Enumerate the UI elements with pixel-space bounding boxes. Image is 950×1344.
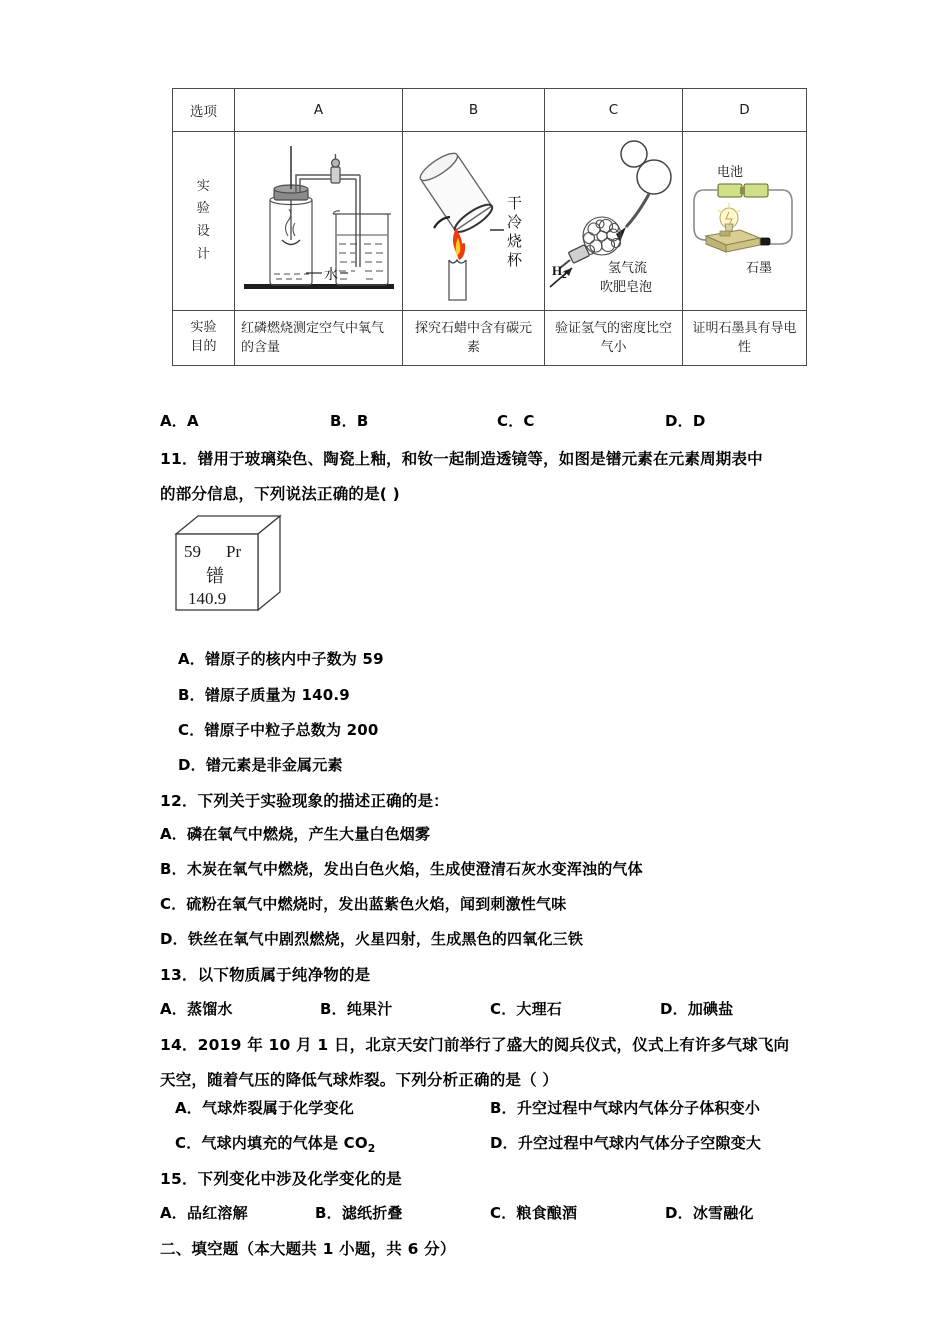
q13-option-d[interactable]: D．加碘盐: [660, 1000, 734, 1018]
diagram-a-phosphorus-apparatus: [235, 132, 402, 310]
table-cell-purpose-label: [173, 311, 235, 366]
q12-option-d[interactable]: D．铁丝在氧气中剧烈燃烧，火星四射，生成黑色的四氧化三铁: [160, 930, 584, 948]
q14-option-d[interactable]: D．升空过程中气球内气体分子空隙变大: [490, 1134, 762, 1152]
q11-option-c[interactable]: C．镨原子中粒子总数为 200: [178, 721, 379, 739]
q15-stem: 15．下列变化中涉及化学变化的是: [160, 1170, 402, 1188]
q11-element-cube-figure: [168, 512, 288, 620]
diagram-c-caption-line1: 氢气流: [607, 261, 647, 276]
table-purpose-row: [173, 311, 807, 366]
table-cell-design-label: [173, 132, 235, 311]
q13-option-b[interactable]: B．纯果汁: [320, 1000, 393, 1018]
q14-stem-line2: 天空，随着气压的降低气球炸裂。下列分析正确的是（ ）: [160, 1071, 559, 1089]
q10-option-d[interactable]: D．D: [665, 412, 706, 430]
diagram-d-battery-label: 电池: [716, 165, 743, 180]
element-cube-svg: [168, 512, 288, 620]
purpose-text-b: 探究石蜡中含有碳元素: [414, 320, 532, 355]
q12-option-a[interactable]: A．磷在氧气中燃烧，产生大量白色烟雾: [160, 825, 431, 843]
option-label-text: 选项: [190, 104, 217, 120]
diagram-cell-d: [683, 132, 807, 311]
table-cell-purpose-a: [235, 311, 403, 366]
table-cell-purpose-d: [683, 311, 807, 366]
graphite-circuit-svg: [684, 132, 806, 308]
q15-option-c[interactable]: C．粮食酿酒: [490, 1204, 578, 1222]
experiment-comparison-table: [172, 88, 807, 366]
q10-option-c[interactable]: C．C: [497, 412, 535, 430]
diagram-cell-c: [545, 132, 683, 311]
q12-stem: 12．下列关于实验现象的描述正确的是：: [160, 792, 449, 810]
diagram-c-caption-line2: 吹肥皂泡: [599, 280, 652, 295]
column-letter-c: C: [608, 102, 619, 118]
section-heading-fill-in-blank: 二、填空题（本大题共 1 小题，共 6 分）: [160, 1240, 456, 1258]
table-cell-purpose-b: [403, 311, 545, 366]
q13-stem: 13．以下物质属于纯净物的是: [160, 966, 371, 984]
q14-option-b[interactable]: B．升空过程中气球内气体分子体积变小: [490, 1099, 761, 1117]
purpose-text-a: 红磷燃烧测定空气中氧气的含量: [241, 320, 385, 355]
design-char-2: 验: [196, 201, 211, 217]
q12-option-b[interactable]: B．木炭在氧气中燃烧，发出白色火焰，生成使澄清石灰水变浑浊的气体: [160, 860, 643, 878]
purpose-label-text: 实验 目的: [190, 320, 217, 354]
purpose-text-c: 验证氢气的密度比空气小: [554, 320, 672, 355]
table-design-row: [173, 132, 807, 311]
element-atomic-mass: 140.9: [188, 589, 227, 608]
bubble-icon-2: [637, 160, 671, 194]
design-char-3: 设: [196, 224, 211, 239]
q10-option-a[interactable]: A．A: [160, 412, 199, 430]
q14-option-c[interactable]: [175, 1132, 376, 1155]
column-letter-b: B: [468, 102, 479, 118]
diagram-cell-b: [403, 132, 545, 311]
q13-option-a[interactable]: A．蒸馏水: [160, 1000, 233, 1018]
diagram-a-water-label: 水: [323, 267, 338, 283]
hydrogen-bubbles-svg: [546, 132, 682, 308]
q12-option-c[interactable]: C．硫粉在氧气中燃烧时，发出蓝紫色火焰，闻到刺激性气味: [160, 895, 567, 913]
table-cell-option-label: [173, 89, 235, 132]
element-name: 镨: [206, 566, 224, 587]
phosphorus-apparatus-svg: [236, 132, 402, 308]
q10-option-b[interactable]: B．B: [330, 412, 369, 430]
diagram-c-h2-label: $H_2$: [551, 263, 567, 280]
table-header-d: [683, 89, 807, 132]
purpose-text-d: 证明石墨具有导电性: [692, 320, 797, 355]
element-atomic-number: 59: [184, 542, 201, 561]
diagram-c-hydrogen-bubbles: [545, 132, 682, 310]
q11-stem-line1: 11．镨用于玻璃染色、陶瓷上釉，和钕一起制造透镜等，如图是镨元素在元素周期表中: [160, 450, 763, 468]
column-letter-d: D: [739, 102, 750, 118]
table-header-a: [235, 89, 403, 132]
q11-option-a[interactable]: A．镨原子的核内中子数为 59: [178, 650, 384, 668]
q15-option-b[interactable]: B．滤纸折叠: [315, 1204, 403, 1222]
design-label-vertical: [173, 176, 234, 267]
diagram-b-candle-beaker: [403, 132, 544, 310]
q15-option-a[interactable]: A．品红溶解: [160, 1204, 248, 1222]
q11-option-d[interactable]: D．镨元素是非金属元素: [178, 756, 343, 774]
column-letter-a: A: [313, 102, 324, 118]
table-cell-purpose-c: [545, 311, 683, 366]
design-char-1: 实: [196, 178, 211, 194]
candle-beaker-svg: [404, 132, 544, 308]
q14-option-a[interactable]: A．气球炸裂属于化学变化: [175, 1099, 355, 1117]
table-header-b: [403, 89, 545, 132]
q14-stem-line1: 14．2019 年 10 月 1 日，北京天安门前举行了盛大的阅兵仪式，仪式上有许多气球飞向: [160, 1036, 790, 1054]
diagram-d-graphite-circuit: [683, 132, 806, 310]
table-header-c: [545, 89, 683, 132]
diagram-cell-a: [235, 132, 403, 311]
table-header-row: [173, 89, 807, 132]
element-symbol: Pr: [226, 542, 242, 561]
q13-option-c[interactable]: C．大理石: [490, 1000, 563, 1018]
q14-option-c-subscript: 2: [367, 1142, 376, 1155]
design-char-4: 计: [196, 246, 211, 262]
q11-stem-line2: 的部分信息，下列说法正确的是( ): [160, 485, 400, 503]
diagram-b-beaker-label: 干 冷 烧 杯: [506, 194, 522, 269]
q15-option-d[interactable]: D．冰雪融化: [665, 1204, 754, 1222]
q14-option-c-text: C．气球内填充的气体是 CO: [175, 1134, 368, 1152]
diagram-d-graphite-label: 石墨: [745, 261, 772, 276]
q11-option-b[interactable]: B．镨原子质量为 140.9: [178, 686, 350, 704]
